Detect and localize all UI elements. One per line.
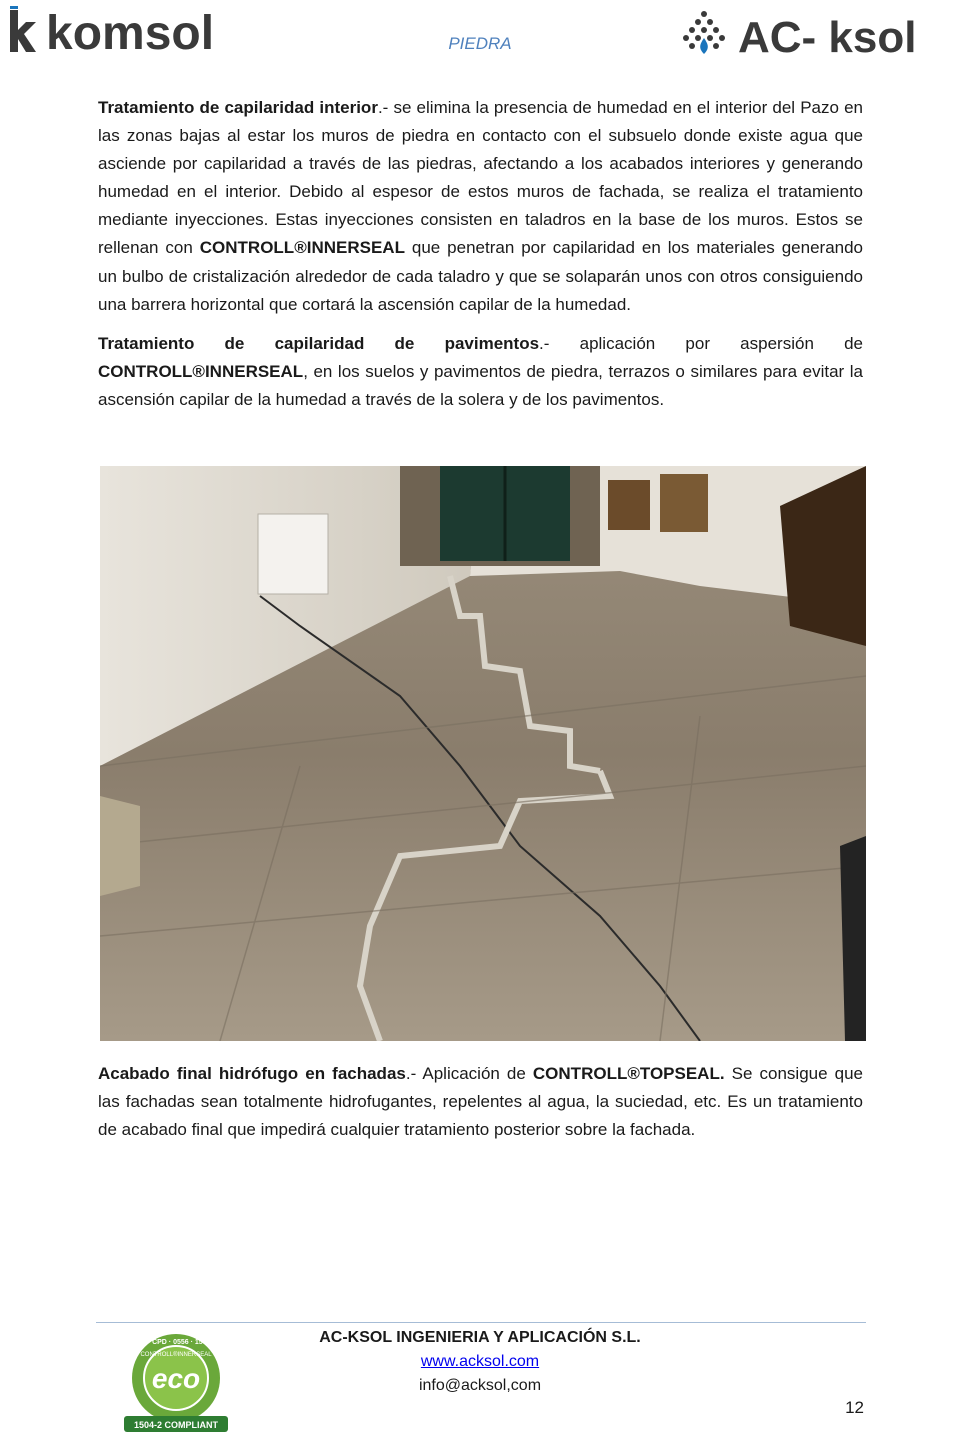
paragraph-heading: Tratamiento de capilaridad interior <box>98 98 378 117</box>
footer <box>0 1326 960 1398</box>
page-number: 12 <box>845 1398 864 1417</box>
paragraph-text: que penetran por capilaridad en los materiales generando un bulbo de cristalización alrededor de cada taladro y que se solaparán unos con otros consiguiendo una barrera horizontal que cortará la ascensión capilar de la humedad. <box>98 238 864 314</box>
seal-banner-text: 1504-2 COMPLIANT <box>133 1420 219 1430</box>
product-name: CONTROLL®TOPSEAL. <box>532 1064 725 1083</box>
dehumidifier-appliance <box>258 514 328 594</box>
paragraph-text: .- Aplicación de <box>405 1064 533 1083</box>
ac-ksol-logo <box>680 8 958 58</box>
seal-code-text: 1111 · CPD · 0556 · 1504 · 8 <box>131 1339 221 1346</box>
paragraph-acabado-final <box>98 1060 863 1144</box>
footer-company: AC-KSOL INGENIERIA Y APLICACIÓN S.L. <box>319 1329 641 1346</box>
paragraph-text: Se consigue que las fachadas sean totalmente hidrofugantes, repelentes al agua, la suciedad, etc. Es un tratamiento de acabado final que impedirá cualquier tratamiento posterior sobre la fachada. <box>98 1064 863 1140</box>
body-text-lower <box>98 1060 863 1144</box>
paragraph-capilaridad-pavimentos <box>98 330 863 414</box>
body-text <box>98 94 863 414</box>
paragraph-heading: Acabado final hidrófugo en fachadas <box>98 1064 406 1083</box>
komsol-logo-text: komsol <box>46 7 215 58</box>
stone-floor-photo <box>100 466 866 1041</box>
paragraph-text: .- se elimina la presencia de humedad en el interior del Pazo en las zonas bajas al estar los muros de piedra en contacto con el subsuelo donde existe agua que asciende por capilaridad a través de las piedras, afectando a los acabados interiores y generando humedad en el interior. Debido al espesor de estos muros de fachada, se realiza el tratamiento mediante inyecciones. Estas inyecciones consisten en taladros en la base de los muros. Estos se rellenan con <box>98 98 863 258</box>
header-title: PIEDRA <box>448 34 512 53</box>
seal-eco-text: eco <box>151 1363 201 1394</box>
page-header <box>0 0 960 80</box>
seal-ring-text: CONTROLL®INNERSEAL <box>140 1352 212 1358</box>
paragraph-text: .- aplicación por aspersión de <box>539 333 864 353</box>
paragraph-capilaridad-interior <box>98 94 863 319</box>
footer-email: info@acksol,com <box>418 1377 542 1394</box>
paragraph-heading: Tratamiento de capilaridad de pavimentos <box>98 333 540 353</box>
product-name: CONTROLL®INNERSEAL <box>98 361 304 381</box>
footer-website-link[interactable]: www.acksol.com <box>420 1353 540 1370</box>
paragraph-text: , en los suelos y pavimentos de piedra, terrazos o similares para evitar la ascensión capilar de la humedad a través de la solera y de los pavimentos. <box>98 361 863 409</box>
footer-divider <box>96 1322 866 1323</box>
ac-ksol-logo-text: AC- ksol <box>738 13 917 58</box>
product-name: CONTROLL®INNERSEAL <box>199 238 405 258</box>
ac-ksol-logo-dots-icon <box>683 11 725 54</box>
